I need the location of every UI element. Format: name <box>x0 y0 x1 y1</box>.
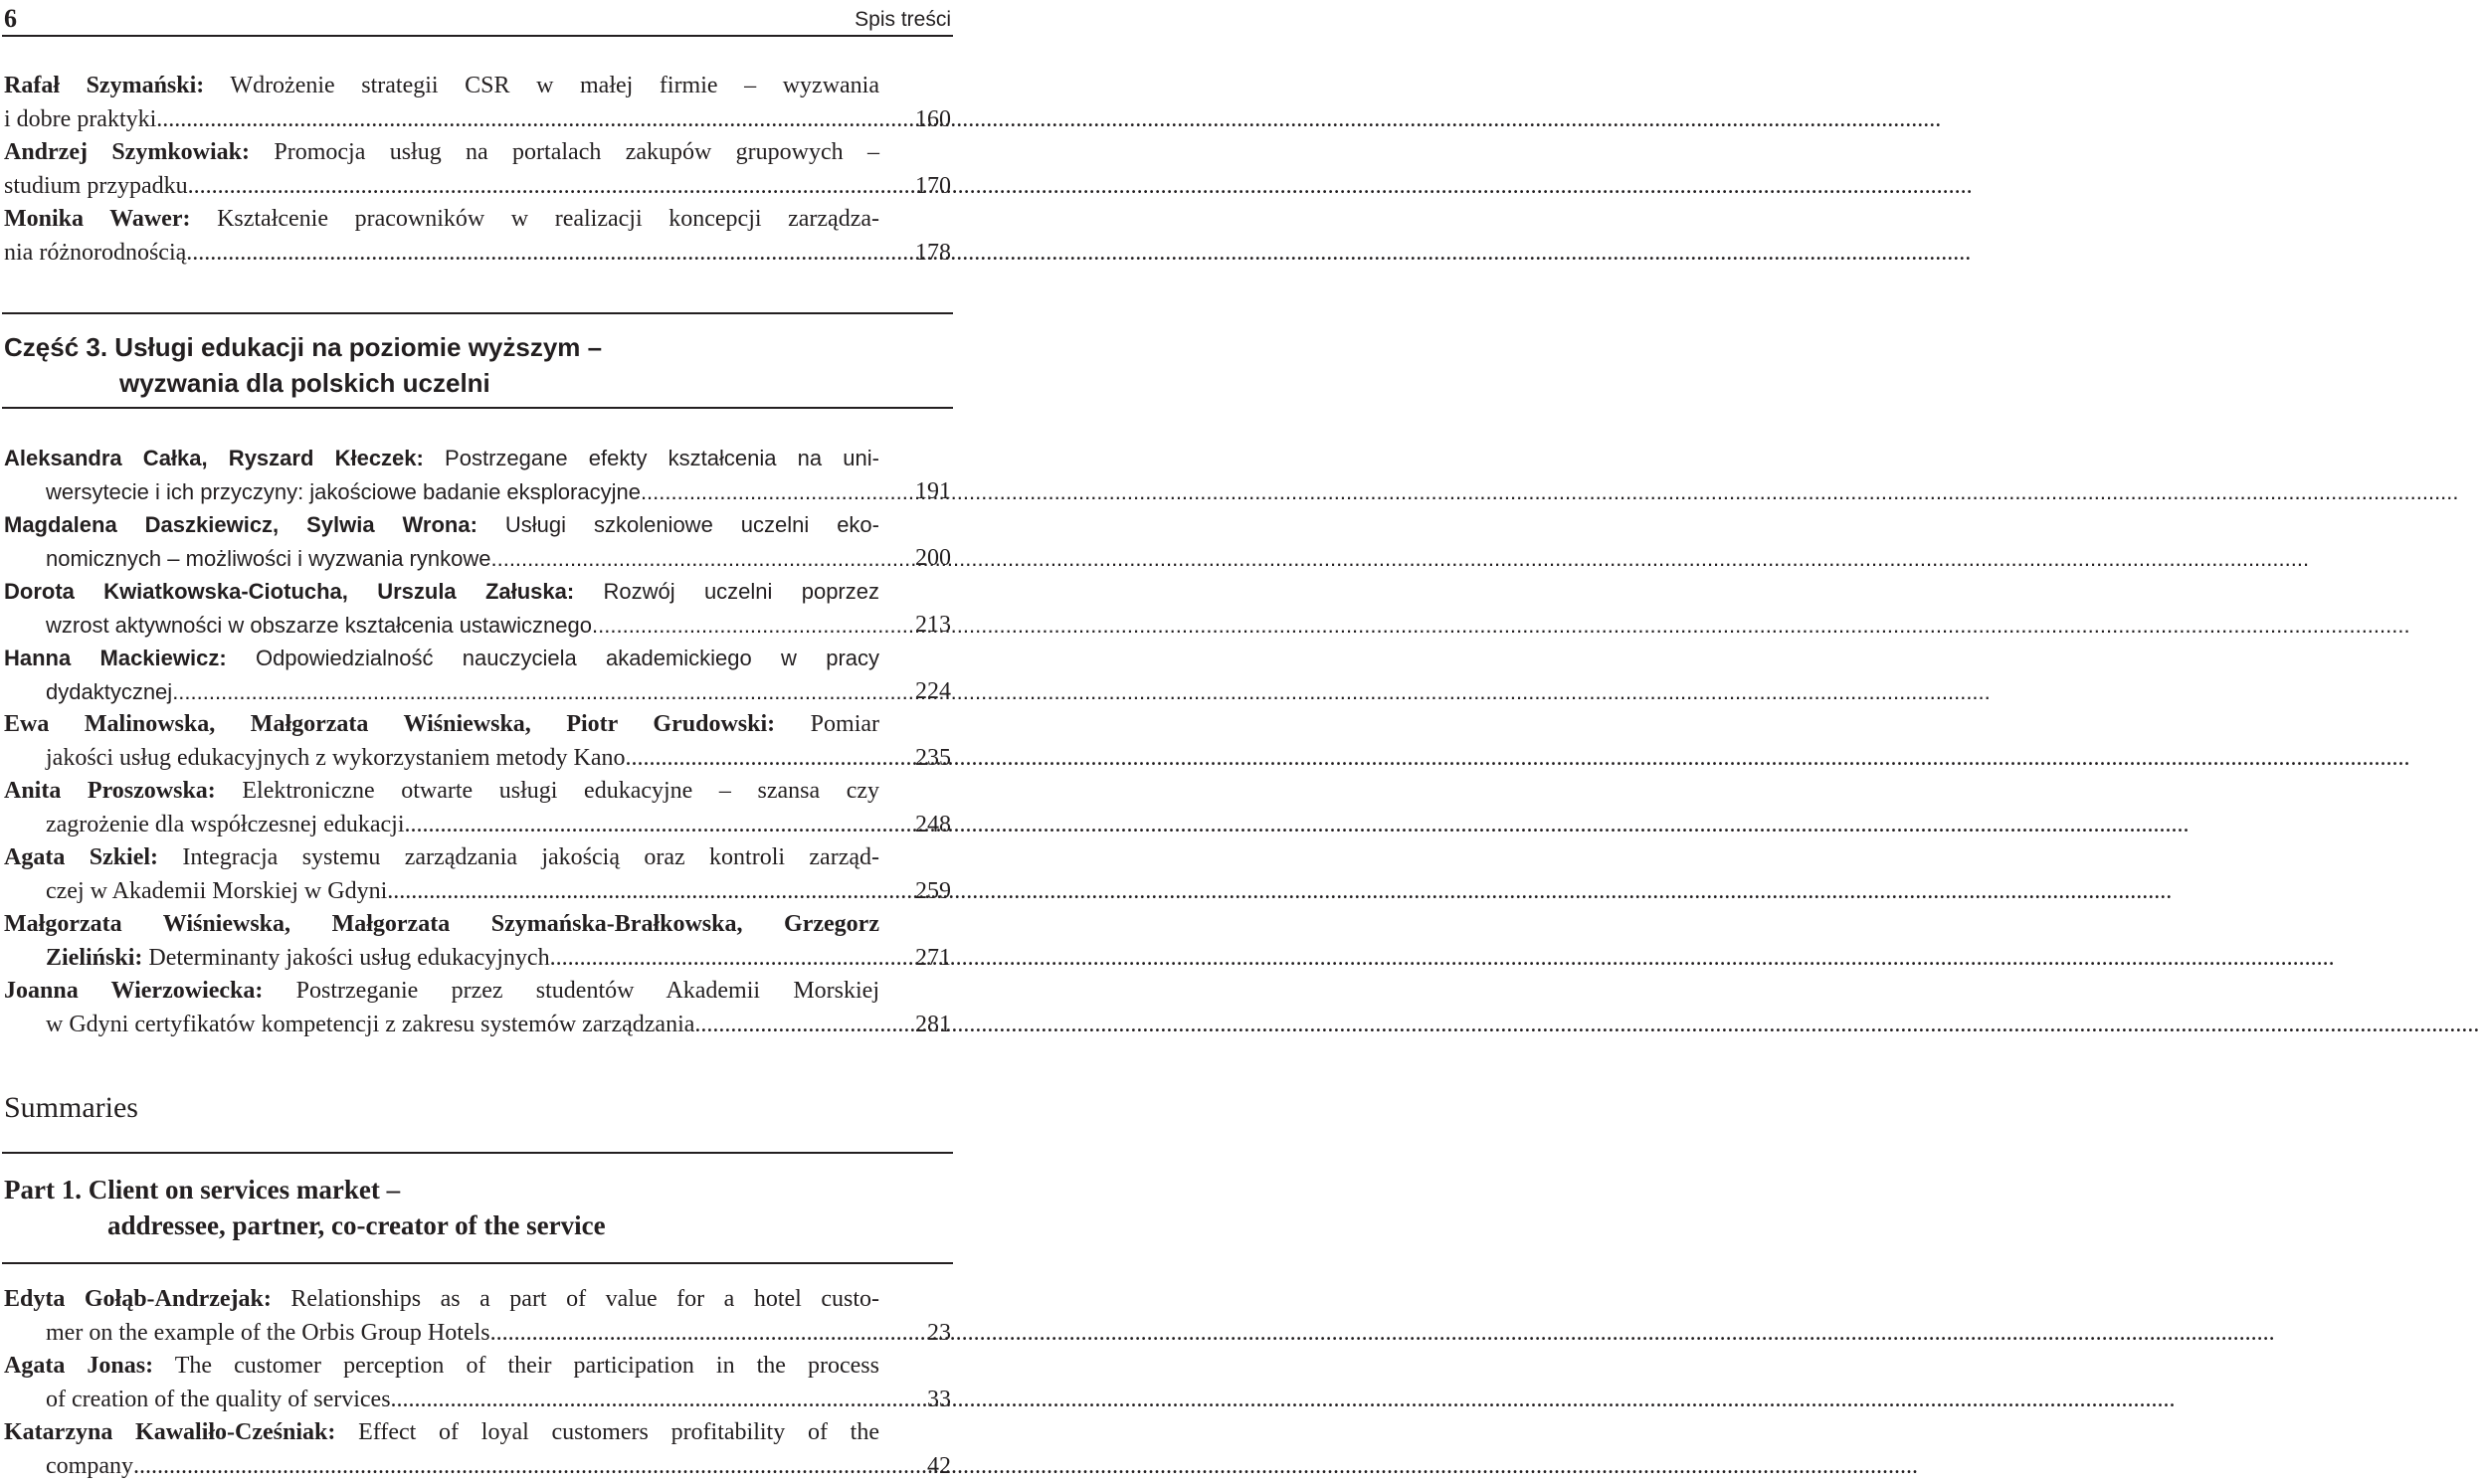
entry-page: 213 <box>915 611 951 638</box>
entry-author: Rafał Szymański: <box>4 73 205 98</box>
entry-author: Hanna Mackiewicz: <box>4 646 227 670</box>
section-rule <box>2 1152 953 1154</box>
page-number: 6 <box>4 4 17 33</box>
entry-page: 224 <box>915 677 951 704</box>
leader-dots <box>188 170 1973 204</box>
entry-title: Rozwój uczelni poprzez <box>574 579 879 604</box>
entry-title: Integracja systemu zarządzania jakością oraz kontroli zarząd- <box>158 844 879 870</box>
entry-author: Andrzej Szymkowiak: <box>4 139 251 165</box>
toc-entry[interactable] <box>4 1416 951 1483</box>
running-head: Spis treści <box>855 8 951 31</box>
part-heading-line: addressee, partner, co-creator of the service <box>107 1210 606 1240</box>
entry-page: 281 <box>915 1011 951 1037</box>
part-3-heading[interactable] <box>4 329 602 401</box>
entry-page: 271 <box>915 944 951 971</box>
entry-title: i dobre praktyki <box>4 105 157 132</box>
entry-title: mer on the example of the Orbis Group Hotels <box>46 1319 490 1346</box>
entry-author: Agata Szkiel: <box>4 844 159 870</box>
entry-title: czej w Akademii Morskiej w Gdyni <box>46 877 388 904</box>
entry-title: dydaktycznej <box>46 678 173 704</box>
entry-page: 235 <box>915 744 951 771</box>
section-rule <box>2 407 953 409</box>
entry-author: Katarzyna Kawaliło-Cześniak: <box>4 1419 336 1445</box>
toc-entry[interactable] <box>4 508 951 575</box>
entry-author: Ewa Malinowska, Małgorzata Wiśniewska, Piotr Grudowski: <box>4 711 776 737</box>
page-header <box>4 0 951 36</box>
entry-title: jakości usług edukacyjnych z wykorzystaniem metody Kano <box>46 744 626 771</box>
entry-page: 191 <box>915 477 951 504</box>
entry-title: Promocja usług na portalach zakupów grupowych – <box>250 139 880 165</box>
leader-dots <box>186 237 1971 271</box>
toc-entry[interactable] <box>4 975 951 1041</box>
entry-page: 23 <box>927 1319 951 1346</box>
entry-author: Anita Proszowska: <box>4 778 216 804</box>
entry-author: Agata Jonas: <box>4 1353 154 1379</box>
toc-entry[interactable] <box>4 775 951 841</box>
entry-title: of creation of the quality of services <box>46 1386 391 1412</box>
entry-page: 33 <box>927 1386 951 1412</box>
entry-title: Wdrożenie strategii CSR w małej firmie – wyzwania <box>204 73 879 98</box>
leader-dots <box>490 542 2309 576</box>
entry-author: Dorota Kwiatkowska-Ciotucha, Urszula Załuska: <box>4 579 575 604</box>
entry-title: Postrzegane efekty kształcenia na uni- <box>423 446 879 470</box>
toc-entry[interactable] <box>4 908 951 975</box>
leader-dots <box>172 675 1991 709</box>
toc-entry[interactable] <box>4 575 951 642</box>
toc-entry[interactable] <box>4 841 951 908</box>
entry-title: Elektroniczne otwarte usługi edukacyjne – szansa czy <box>215 778 879 804</box>
entry-author: Aleksandra Całka, Ryszard Kłeczek: <box>4 446 424 470</box>
entry-title: company <box>46 1452 133 1479</box>
toc-entry[interactable] <box>4 708 951 775</box>
summaries-heading: Summaries <box>4 1091 138 1124</box>
leader-dots <box>133 1450 1918 1484</box>
header-rule <box>2 35 953 37</box>
leader-dots <box>592 609 2410 643</box>
section-rule <box>2 1262 953 1264</box>
part-heading-line: wyzwania dla polskich uczelni <box>119 368 490 398</box>
entry-page: 248 <box>915 811 951 837</box>
entry-title: nia różnorodnością <box>4 239 187 266</box>
entry-title: wzrost aktywności w obszarze kształcenia ustawicznego <box>46 612 593 638</box>
entry-title: Relationships as a part of value for a hotel custo- <box>271 1286 879 1312</box>
toc-entry[interactable] <box>4 203 951 270</box>
part-heading-line: Part 1. Client on services market – <box>4 1175 401 1205</box>
section-rule <box>2 312 953 314</box>
leader-dots <box>490 1317 2275 1351</box>
toc-entry[interactable] <box>4 1350 951 1416</box>
entry-title: Determinanty jakości usług edukacyjnych <box>142 944 550 971</box>
toc-entry[interactable] <box>4 136 951 203</box>
entry-page: 160 <box>915 105 951 132</box>
entry-page: 42 <box>927 1452 951 1479</box>
entry-title: nomicznych – możliwości i wyzwania rynkowe <box>46 545 491 571</box>
toc-entry[interactable] <box>4 70 951 136</box>
entry-page: 200 <box>915 544 951 571</box>
leader-dots <box>550 942 2335 976</box>
entry-page: 259 <box>915 877 951 904</box>
toc-entry[interactable] <box>4 1283 951 1350</box>
leader-dots <box>694 1009 2479 1042</box>
entry-title: Kształcenie pracowników w realizacji koncepcji zarządza- <box>190 206 880 232</box>
toc-entry[interactable] <box>4 442 951 508</box>
leader-dots <box>391 1384 2176 1417</box>
part-heading-line: Część 3. Usługi edukacji na poziomie wyższym – <box>4 332 603 362</box>
entry-author: Edyta Gołąb-Andrzejak: <box>4 1286 272 1312</box>
entry-author: Magdalena Daszkiewicz, Sylwia Wrona: <box>4 512 477 537</box>
entry-title: Postrzeganie przez studentów Akademii Morskiej <box>263 978 879 1004</box>
entry-author: Małgorzata Wiśniewska, Małgorzata Szymańska-Brałkowska, Grzegorz <box>4 911 879 937</box>
entry-page: 178 <box>915 239 951 266</box>
entry-title: The customer perception of their participation in the process <box>153 1353 879 1379</box>
entry-title: Effect of loyal customers profitability of the <box>335 1419 880 1445</box>
entry-page: 170 <box>915 172 951 199</box>
entry-author: Monika Wawer: <box>4 206 191 232</box>
leader-dots <box>405 809 2190 842</box>
entry-title: w Gdyni certyfikatów kompetencji z zakresu systemów zarządzania <box>46 1011 695 1037</box>
entry-title: studium przypadku <box>4 172 188 199</box>
entry-title: Usługi szkoleniowe uczelni eko- <box>477 512 879 537</box>
entry-author: Zieliński: <box>46 944 143 971</box>
entry-title: zagrożenie dla współczesnej edukacji <box>46 811 405 837</box>
part-1-heading[interactable] <box>4 1172 606 1243</box>
entry-author: Joanna Wierzowiecka: <box>4 978 264 1004</box>
leader-dots <box>156 103 1941 137</box>
entry-title: Pomiar <box>775 711 880 737</box>
entry-title: wersytecie i ich przyczyny: jakościowe badanie eksploracyjne <box>46 478 641 504</box>
entry-title: Odpowiedzialność nauczyciela akademickiego w pracy <box>226 646 880 670</box>
leader-dots <box>387 875 2172 909</box>
toc-entry[interactable] <box>4 642 951 708</box>
